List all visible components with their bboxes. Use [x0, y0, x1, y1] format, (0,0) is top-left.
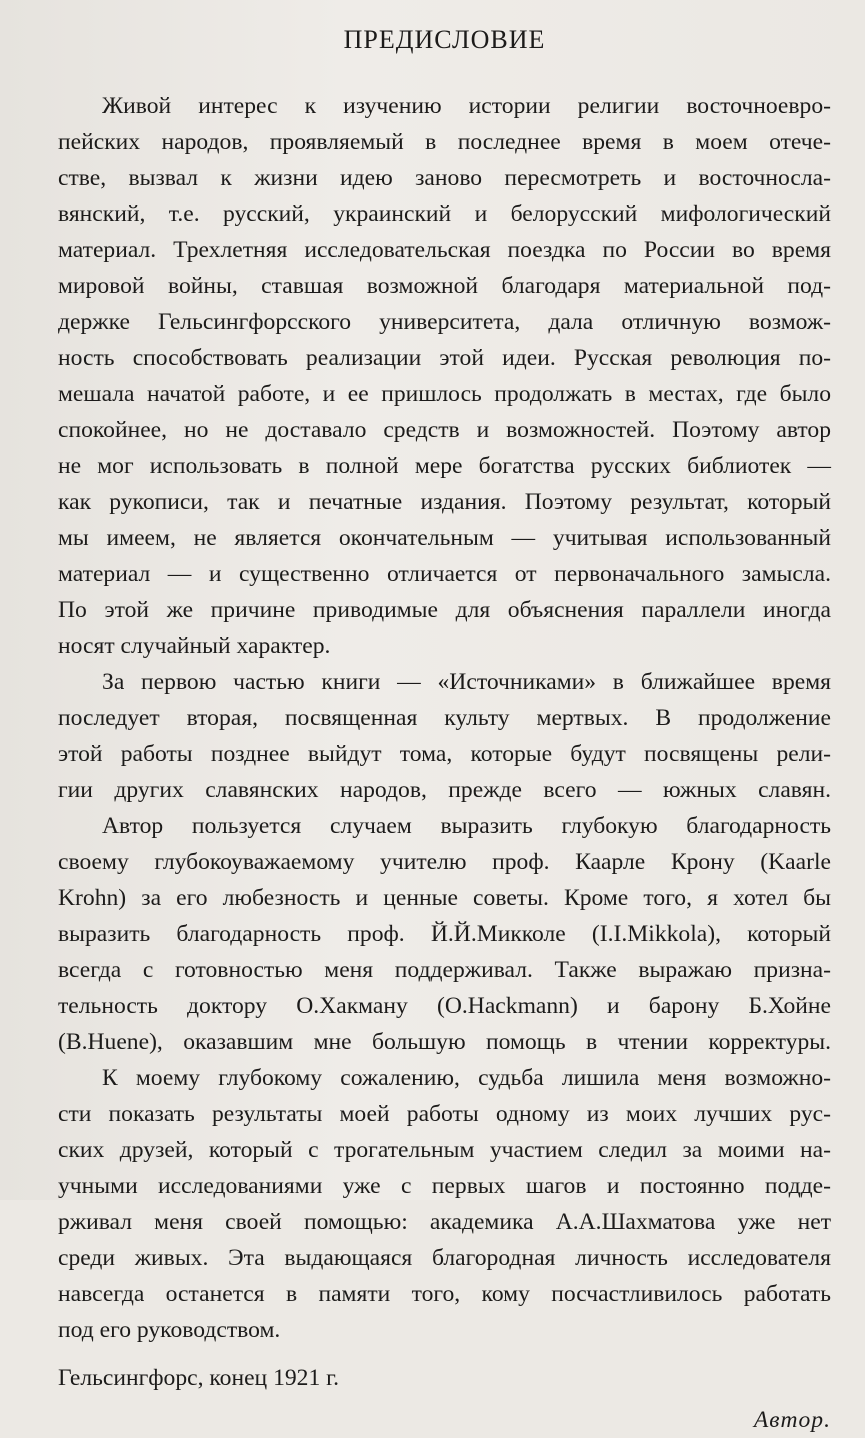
text-line: этой работы позднее выйдут тома, которые будут посвящены рели- — [58, 741, 831, 767]
text-line: тельность доктору О.Хакману (O.Hackmann) и барону Б.Хойне — [58, 993, 831, 1019]
text-line: мешала начатой работе, и ее пришлось продолжать в местах, где было — [58, 381, 831, 407]
text-line: держке Гельсингфорсского университета, дала отличную возмож- — [58, 309, 831, 335]
text-line: К моему глубокому сожалению, судьба лишила меня возможно- — [102, 1065, 831, 1091]
text-line: Живой интерес к изучению истории религии восточноевро- — [102, 93, 831, 119]
text-line: По этой же причине приводимые для объяснения параллели иногда — [58, 597, 831, 623]
text-line: спокойнее, но не доставало средств и возможностей. Поэтому автор — [58, 417, 831, 443]
text-line: вянский, т.е. русский, украинский и белорусский мифологический — [58, 201, 831, 227]
text-line: носят случайный характер. — [58, 633, 331, 659]
text-line: ность способствовать реализации этой идеи. Русская революция по- — [58, 345, 831, 371]
page-title: ПРЕДИСЛОВИЕ — [343, 25, 546, 54]
text-line: своему глубокоуважаемому учителю проф. Каарле Крону (Kaarle — [58, 849, 831, 875]
text-line: За первою частью книги — «Источниками» в ближайшее время — [102, 669, 831, 695]
text-line: навсегда останется в памяти того, кому посчастливилось работать — [58, 1281, 831, 1307]
text-line: стве, вызвал к жизни идею заново пересмотреть и восточносла- — [58, 165, 831, 191]
text-line: учными исследованиями уже с первых шагов и постоянно подде- — [58, 1173, 831, 1199]
text-line: мировой войны, ставшая возможной благодаря материальной под- — [58, 273, 831, 299]
text-line: среди живых. Эта выдающаяся благородная личность исследователя — [58, 1245, 831, 1271]
paragraph-2 — [58, 664, 831, 808]
text-line: не мог использовать в полной мере богатства русских библиотек — — [58, 453, 831, 479]
text-line: мы имеем, не является окончательным — учитывая использованный — [58, 525, 831, 551]
text-line: всегда с готовностью меня поддерживал. Также выражаю призна- — [58, 957, 831, 983]
place-date: Гельсингфорс, конец 1921 г. — [58, 1365, 340, 1391]
text-line: сти показать результаты моей работы одному из моих лучших рус- — [58, 1101, 831, 1127]
text-line: Krohn) за его любезность и ценные советы. Кроме того, я хотел бы — [58, 885, 831, 911]
text-line: под его руководством. — [58, 1317, 281, 1343]
text-line: Автор пользуется случаем выразить глубокую благодарность — [102, 813, 831, 839]
text-line: пейских народов, проявляемый в последнее время в моем отече- — [58, 129, 831, 155]
paragraph-3 — [58, 808, 831, 1060]
text-line: рживал меня своей помощью: академика А.А.Шахматова уже нет — [58, 1209, 831, 1235]
text-line: как рукописи, так и печатные издания. Поэтому результат, который — [58, 489, 831, 515]
paragraph-4 — [58, 1060, 831, 1348]
text-line: ских друзей, который с трогательным участием следил за моими на- — [58, 1137, 831, 1163]
text-line: (B.Huene), оказавшим мне большую помощь в чтении корректуры. — [58, 1029, 831, 1055]
text-line: материал — и существенно отличается от первоначального замысла. — [58, 561, 831, 587]
text-line: материал. Трехлетняя исследовательская поездка по России во время — [58, 237, 831, 263]
paragraph-1 — [58, 88, 831, 664]
text-line: гии других славянских народов, прежде всего — южных славян. — [58, 777, 831, 803]
text-line: выразить благодарность проф. Й.Й.Микколе (I.I.Mikkola), который — [58, 921, 831, 947]
author-signature: Автор. — [753, 1407, 831, 1433]
text-line: последует вторая, посвященная культу мертвых. В продолжение — [58, 705, 831, 731]
